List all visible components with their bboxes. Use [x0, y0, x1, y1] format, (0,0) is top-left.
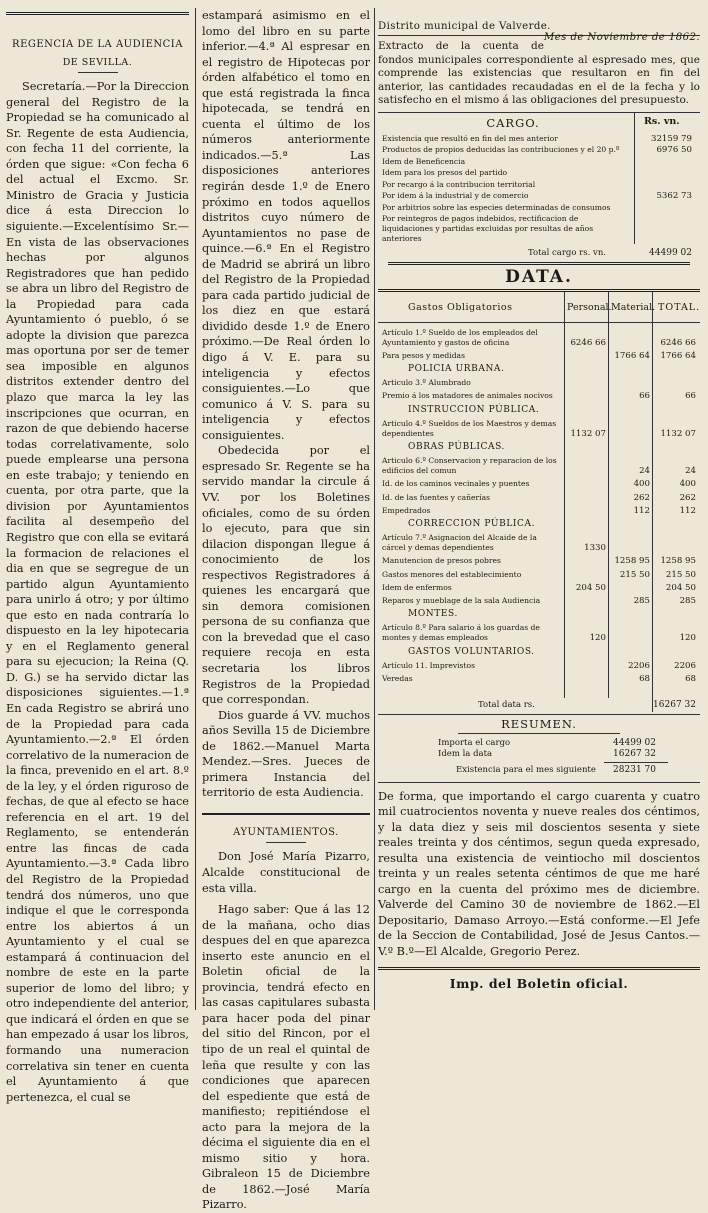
- resumen-sum-rule: [604, 762, 668, 763]
- cargo-total-label: Total cargo rs. vn.: [528, 247, 606, 258]
- data-row-total: 112: [679, 505, 696, 516]
- existencia-label: Existencia para el mes siguiente: [456, 764, 596, 775]
- data-section-heading: OBRAS PÚBLICAS.: [408, 441, 506, 452]
- data-row-material: 112: [633, 505, 650, 516]
- section-header-ayuntamientos: AYUNTAMIENTOS.: [233, 826, 339, 838]
- data-total-value: 16267 32: [653, 699, 696, 710]
- data-row-label: Articulo 3.º Alumbrado: [382, 378, 471, 388]
- district-header: [378, 8, 700, 43]
- resumen-row-label: Idem la data: [438, 748, 493, 759]
- data-rule-personal: [564, 292, 565, 698]
- data-total-label: Total data rs.: [478, 699, 535, 710]
- cargo-row-label: Por arbitrios sobre las especies determinadas de consumos: [382, 202, 611, 212]
- resumen-row-value: 16267 32: [613, 748, 656, 759]
- data-section-heading: CORRECCION PÚBLICA.: [408, 518, 536, 529]
- data-row-personal: 120: [589, 633, 606, 644]
- cargo-row-label: Idem para los presos del partido: [382, 168, 508, 177]
- cargo-table: [378, 112, 700, 262]
- data-row-personal: 1132 07: [570, 428, 606, 439]
- cargo-title: CARGO.: [486, 115, 540, 130]
- data-row-personal: 204 50: [575, 582, 606, 593]
- data-row-material: 24: [639, 465, 650, 476]
- column-2: [202, 8, 370, 1213]
- data-row-material: 400: [633, 479, 650, 490]
- data-row-label: Manutencion de presos pobres: [382, 556, 501, 566]
- column-3-accounts: [378, 8, 700, 991]
- data-row-total: 262: [679, 492, 696, 503]
- cargo-column-rule: [634, 112, 635, 244]
- short-divider: [266, 842, 306, 843]
- data-section-heading: INSTRUCCION PÚBLICA.: [408, 404, 540, 415]
- cargo-row-label: Existencia que resultó en fin del mes anterior: [382, 133, 558, 143]
- article-continuation: estampará asimismo en el lomo del libro en su parte inferior.—4.ª Al espresar en el registro de Hipotecas por órden alfabético el tomo en que está registrada la finca hipotecada, se tendrá en cuenta el último de los números anteriormente indicados.—5.ª Las disposiciones anteriores regirán desde 1.º de Enero próximo en todos aquellos distritos cuyo número de Ayuntamientos no pase de quince.—6.ª En el Registro de Madrid se abrirá un libro del Registro de la Propiedad para cada partido judicial de los diez en que estará dividido desde 1.º de Enero próximo.—De Real órden lo digo á V. E. para su inteligencia y efectos consiguientes.—Lo que comunico á V. S. para su inteligencia y efectos consiguientes.: [202, 9, 370, 442]
- data-row-total: 1258 95: [660, 556, 696, 567]
- cargo-row-label: Productos de propios deducidas las contribuciones y el 20 p.º: [382, 145, 620, 154]
- resumen-row-value: 44499 02: [613, 737, 656, 748]
- data-row-material: 2206: [628, 660, 650, 671]
- cargo-row-label: Idem de Beneficencia: [382, 156, 466, 166]
- article-text: Secretaría.—Por la Direccion general del Registro de la Propiedad se ha comunicado al Sr. Regente de esta Audiencia, con fecha 11 del corriente, la órden que sigue: «Con fecha 6 del actual el Excmo. Sr. Ministro de Gracia y Justicia dice á esta Direccion lo siguiente.—Excelentísimo Sr.—En vista de las observaciones hechas por algunos Registradores que han pedido se abra un libro del Registro de la Propiedad para cada Ayuntamiento ó pueblo, ó se adopte la division que parezca mas oportuna por ser de temer sea imposible en algunos distritos extender dentro del plazo que marca la ley las inscripciones que ocurran, en razon de que debiendo hacerse todas correlativamente, solo puede emplearse una persona en este trabajo; y teniendo en cuenta, por otra parte, que la division por Ayuntamientos facilita al desempeño del Registro que con ella se evitará la formacion de relaciones el dia en que se segregue de un partido algun Ayuntamiento para unirlo á otro; y por último que esto en nada contraría lo dispuesto en la ley hipotecaria y en el Reglamento general para su ejecucion; la Reina (Q. D. G.) se ha servido dictar las disposiciones siguientes.—1.ª En cada Registro se abrirá uno de la Propiedad para cada Ayuntamiento.—2.ª El órden correlativo de la numeracion de la finca, prevenido en el art. 8.º de la ley, y el órden riguroso de fechas, de que al efecto se hace referencia en el art. 19 del Reglamento, se entenderán entre las fincas de cada Ayuntamiento.—3.ª Cada libro del Registro de la Propiedad tendrá dos números, uno que indique el que le corresponda entre los abiertos á un Ayuntamiento y el cual se estampará á continuacion del nombre de este en la parte superior de lomo del libro; y otro independiente del anterior, que indicará el órden en que se han empezado á usar los libros, formando una numeracion correlativa sin tener en cuenta el Ayuntamiento á que pertenezca, el cual se: [6, 80, 189, 1104]
- data-row-total: 1132 07: [660, 428, 696, 439]
- footer-rule: [378, 967, 700, 970]
- data-row-total: 68: [685, 673, 696, 684]
- data-row-total: 24: [685, 465, 696, 476]
- column-1: [6, 8, 189, 1105]
- resumen-title: RESUMEN.: [501, 716, 577, 731]
- resumen-row-label: Importa el cargo: [438, 737, 511, 748]
- notice-heading: Don José María Pizarro, Alcalde constitucional de esta villa.: [202, 850, 370, 895]
- accounts-intro: Extracto de la cuenta de fondos municipales correspondiente al espresado mes, que comprende las existencias que resultaron en fin del anterior, las cantidades recaudadas en el de la fecha y lo satisfecho en el mismo á las obligaciones del presupuesto.: [378, 40, 700, 106]
- cargo-row-value: 5362 73: [656, 191, 692, 201]
- data-row-label: Artículo 1.º Sueldo de los empleados del Ayuntamiento y gastos de oficina: [382, 327, 538, 347]
- cargo-row-label: Por recargo á la contribucion territorial: [382, 179, 536, 189]
- cargo-total-value: 44499 02: [649, 247, 692, 258]
- data-table: [378, 292, 700, 712]
- data-rule-total: [652, 292, 653, 712]
- data-top-rule: [388, 262, 690, 265]
- notice-text: Hago saber: Que á las 12 de la mañana, ocho dias despues del en que aparezca inserto este anuncio en el Boletin oficial de la provincia, tendrá efecto en las casas capitulares subasta para hacer poda del pinar del sitio del Rincon, por el tipo de un real el quintal de leña que resulte y con las condiciones que aparecen del espediente que está de manifiesto; repitiéndose el acto para la mejora de la décima el siguiente dia en el mismo sitio y hora. Gibraleon 15 de Diciembre de 1862.—José María Pizarro.: [202, 903, 370, 1212]
- cargo-row-value: 6976 50: [656, 145, 692, 155]
- data-row-material: 262: [633, 492, 650, 503]
- data-row-total: 1766 64: [660, 350, 696, 361]
- data-row-label: Reparos y mueblage de la sala Audiencia: [382, 595, 541, 605]
- data-rule-material: [608, 292, 609, 698]
- data-row-label: Artículo 7.º Asignacion del Alcaide de la cárcel y demas dependientes: [382, 532, 537, 553]
- data-row-personal: 6246 66: [570, 337, 606, 348]
- district-title: Distrito municipal de Valverde.: [378, 21, 551, 32]
- cargo-row-label: Por idem á la industrial y de comercio: [382, 191, 529, 200]
- data-row-label: Articulo 6.º Conservacion y reparacion de los edificios del comun: [382, 455, 557, 476]
- cargo-row-value: 32159 79: [650, 133, 692, 144]
- column-divider: [374, 8, 375, 1010]
- data-row-material: 68: [639, 673, 650, 684]
- section-header-regencia: REGENCIA DE LA AUDIENCIA: [12, 39, 183, 50]
- data-row-label: Veredas: [382, 673, 413, 683]
- data-row-material: 1766 64: [614, 350, 650, 361]
- data-col-gastos: Gastos Obligatorios: [408, 301, 513, 313]
- data-row-material: 1258 95: [614, 556, 650, 567]
- data-row-label: Articulo 4.º Sueldos de los Maestros y demas dependientes: [382, 418, 557, 438]
- top-rule: [6, 12, 189, 15]
- data-row-total: 285: [679, 595, 696, 606]
- data-col-personal: Personal.: [567, 301, 612, 313]
- article-paragraph: Obedecida por el espresado Sr. Regente se ha servido mandar la circule á VV. por los Boletines oficiales, como de su órden lo ejecuto, para que sin dilacion dispongan llegue á conocimiento de los respectivos Registradores á quienes les encargará que sin demora comisionen persona de su confianza que con la brevedad que el caso requiere recoja en esta secretaria los libros Registros de la Propiedad que correspondan.: [202, 444, 370, 707]
- data-row-total: 215 50: [665, 569, 696, 580]
- printer-footer: Imp. del Boletin oficial.: [449, 976, 629, 991]
- data-row-label: Idem de enfermos: [382, 582, 452, 592]
- short-divider: [78, 72, 118, 73]
- data-row-total: 66: [685, 391, 696, 402]
- data-row-label: Para pesos y medidas: [382, 350, 465, 360]
- cargo-top-rule: [378, 112, 700, 113]
- data-row-total: 400: [679, 479, 696, 490]
- resumen-top-rule: [378, 714, 700, 715]
- cargo-row-label: Por reintegros de pagos indebidos, rectificacion de liquidaciones y partidas excluidas por resultas de años anteriores: [382, 214, 594, 244]
- data-row-material: 285: [633, 595, 650, 606]
- data-section-heading: POLICIA URBANA.: [408, 364, 505, 375]
- column-divider: [195, 8, 196, 1010]
- data-row-total: 120: [679, 633, 696, 644]
- data-col-total: TOTAL.: [658, 301, 701, 313]
- data-section-heading: GASTOS VOLUNTARIOS.: [408, 646, 535, 657]
- data-title: DATA.: [505, 266, 573, 287]
- data-row-total: 6246 66: [660, 337, 696, 348]
- data-header-underline: [378, 322, 700, 323]
- section-rule: [202, 813, 370, 815]
- closing-rule: [378, 782, 700, 783]
- existencia-value: 28231 70: [613, 764, 656, 775]
- data-row-material: 66: [639, 391, 650, 402]
- cargo-column-header: Rs. vn.: [644, 115, 680, 127]
- data-col-material: Material.: [611, 301, 656, 313]
- month-title: Mes de Noviembre de 1862.: [543, 32, 700, 43]
- resumen-underline: [458, 733, 620, 734]
- data-row-total: 204 50: [665, 582, 696, 593]
- data-row-material: 215 50: [619, 569, 650, 580]
- data-section-heading: MONTES.: [408, 609, 458, 620]
- data-row-total: 2206: [674, 660, 696, 671]
- section-subheader-sevilla: DE SEVILLA.: [62, 56, 133, 68]
- data-row-label: Artículo 11. Imprevistos: [382, 660, 475, 670]
- closing-text: De forma, que importando el cargo cuarenta y cuatro mil cuatrocientos noventa y nueve reales dos céntimos, y la data diez y seis mil doscientos sesenta y siete reales treinta y dos céntimos, segun queda expresado, resulta una existencia de veintiocho mil doscientos treinta y un reales setenta céntimos de que me haré cargo en la cuenta del próximo mes de diciembre. Valverde del Camino 30 de noviembre de 1862.—El Depositario, Damaso Arroyo.—Está conforme.—El Jefe de la Seccion de Contabilidad, José de Jesus Cantos.—V.º B.º—El Alcalde, Gregorio Perez.: [378, 789, 700, 958]
- data-row-label: Gastos menores del establecimiento: [382, 569, 522, 579]
- article-signature: Dios guarde á VV. muchos años Sevilla 15 de Diciembre de 1862.—Manuel Marta Mendez.—Sres. Jueces de primera Instancia del territorio de esta Audiencia.: [202, 708, 370, 800]
- data-row-label: Empedrados: [382, 505, 431, 515]
- data-row-label: Artículo 8.º Para salario á los guardas de montes y demas empleados: [382, 623, 540, 643]
- data-row-label: Id. de las fuentes y cañerías: [382, 492, 491, 502]
- data-row-personal: 1330: [584, 542, 606, 553]
- resumen-table: [378, 736, 700, 780]
- data-row-label: Premio á los matadores de animales nocivos: [382, 391, 553, 401]
- data-row-label: Id. de los caminos vecinales y puentes: [382, 479, 530, 489]
